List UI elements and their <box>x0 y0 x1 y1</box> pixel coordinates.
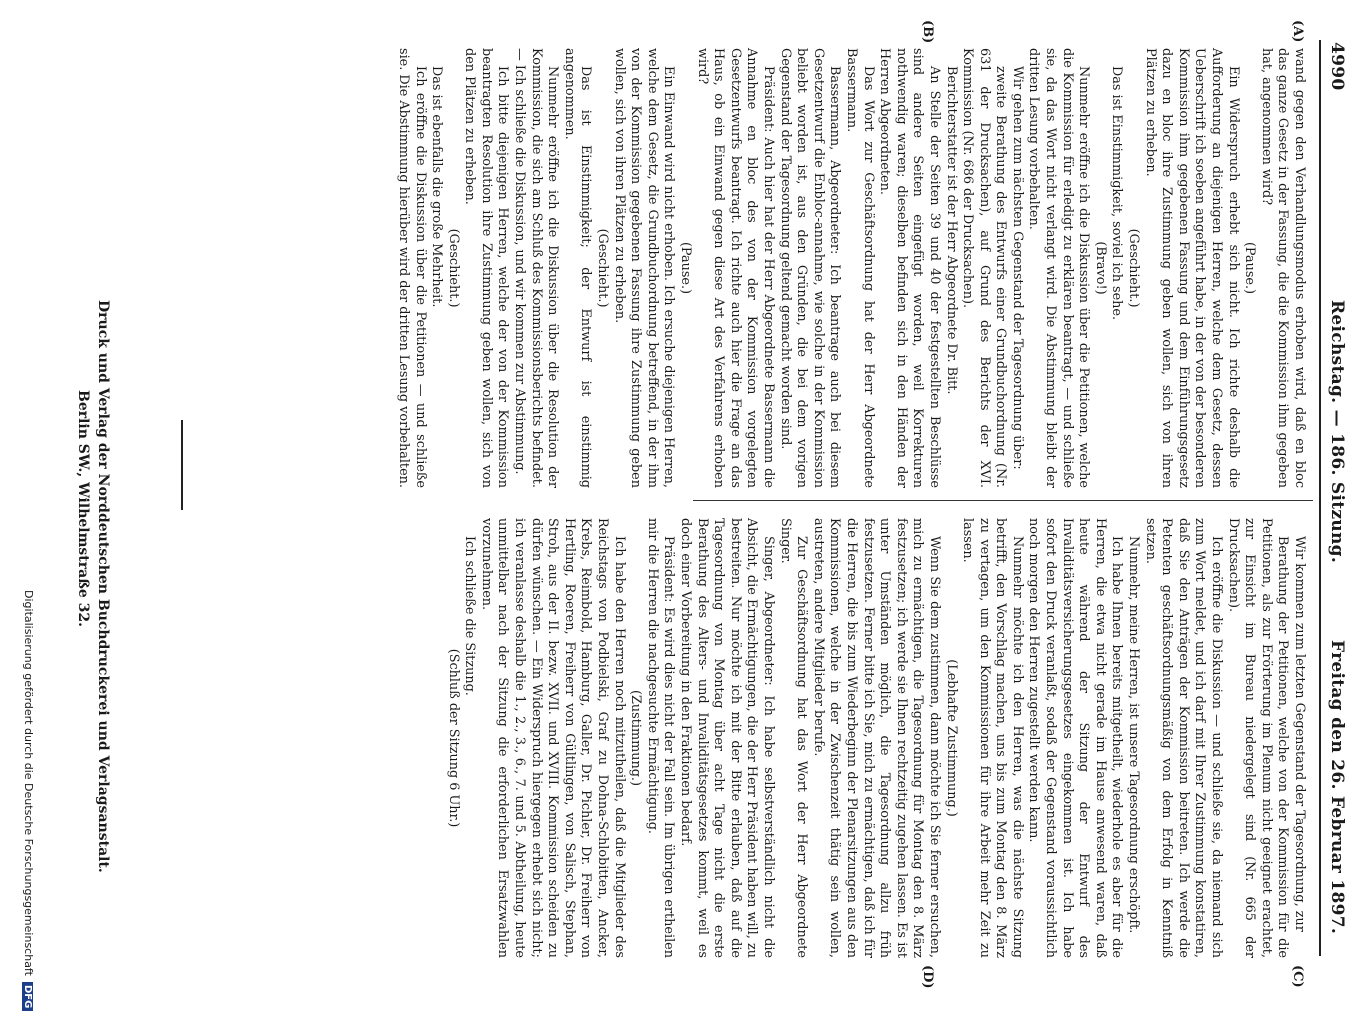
page-title: Reichstag. — 186. Sitzung. <box>1327 300 1347 564</box>
margin-marker-b: (B) <box>920 20 935 44</box>
paragraph: Das ist Einstimmigkeit; der Entwurf ist einstimmig angenommen. <box>561 48 594 488</box>
left-column <box>394 48 1307 488</box>
paragraph: Das ist ebenfalls die große Mehrheit. <box>429 66 445 308</box>
paragraph: Ich bitte diejenigen Herren, welche der von der Kommission beantragten Resolution ihre Zustimmung geben wollen, sich von den Plätzen zu erheben. <box>462 48 511 488</box>
paragraph: Nunmehr möchte ich den Herren, was die nächste Sitzung betrifft, den Vorschlag machen, uns bis zum Montag den 8. März zu vertagen, um den Kommissionen für ihre Arbeit mehr Zeit zu lassen. <box>960 518 1025 958</box>
speech: Präsident: Es wird dies nicht der Fall sein. Im übrigen ertheilen mir die Herren die nachgesuchte Ermächtigung. <box>644 518 677 958</box>
paragraph: Wenn Sie dem zustimmen, dann möchte ich Sie ferner ersuchen, mich zu ermächtigen, die Tagesordnung für Montag den 8. März festzusetzen; ich werde sie Ihnen rechtzeitig zugehen lassen. Es ist unter Umständen möglich, die Tagesordnung allzu früh festzusetzen. Ferner bitte ich Sie, mich zu ermächtigen, daß ich für die Herren, die bis zum Wiederbeginn der Plenarsitzungen aus den Kommissionen, welche in der Zwischenzeit thätig sein wollen, austreten, andere Mitglieder berufe. <box>810 518 942 958</box>
digitization-credit: Digitalisierung gefördert durch die Deutsche Forschungsgemeinschaft <box>22 590 35 976</box>
header-rule <box>1319 40 1321 956</box>
stage-direction: (Geschieht.) <box>445 228 461 308</box>
column-divider <box>693 500 1313 501</box>
paragraph: Das Wort zur Geschäftsordnung hat der Herr Abgeordnete Bassermann. <box>843 48 876 488</box>
closing-note: (Schluß der Sitzung 6 Uhr.) <box>445 648 461 828</box>
dfg-logo: DFG <box>22 982 33 1011</box>
page-number: 4990 <box>1327 42 1347 91</box>
paragraph: Ein Widerspruch erhebt sich nicht. Ich richte deshalb die Aufforderung an diejenigen Herren, welche dem Gesetz, dessen Ueberschrift ich soeben angeführt habe, in der von der besonderen Kommission ihm gegebenen Fassung und dem Einführungsgesetz dazu en bloc ihre Zustimmung geben wollen, sich von ihren Plätzen zu erheben. <box>1142 48 1241 488</box>
paragraph: wand gegen den Verhandlungsmodus erhoben wird, daß en bloc das ganze Gesetz in der Fassung, die die Kommission ihm gegeben hat, angenommen wird? <box>1258 48 1307 488</box>
paragraph: Nunmehr eröffne ich die Diskussion über die Petitionen, welche die Kommission für erledigt zu erklären beantragt, — und schließe sie, da das Wort nicht verlangt wird. Die Abstimmung bleibt der dritten Lesung vorbehalten. <box>1026 48 1092 488</box>
stage-direction: (Bravo!) <box>1092 241 1108 295</box>
paragraph: Ich habe den Herren noch mitzutheilen, daß die Mitglieder des Reichstags von Podbielski, Graf zu Dohna-Schlobitten, Ancker, Krebs, Reimbold, Hamburg, Galler, Dr. Pichler, Dr. Freiherr von Hertling, Roeren, Freiherr von Gültlingen, von Salisch, Stephan, Stroh, aus der II. bezw. XVII. und XVIII. Kommission scheiden zu dürfen wünschen. — Ein Widerspruch hiergegen erhebt sich nicht; ich veranlasse deshalb die 1., 2., 3., 6., 7. und 5. Abtheilung, heute unmittelbar nach der Sitzung die erforderlichen Ersatzwahlen vorzunehmen. <box>478 518 627 958</box>
paragraph: Nunmehr eröffne ich die Diskussion über die Resolution der Kommission, die sich am Schluß des Kommissionsberichts befindet. — Ich schließe die Diskussion, und wir kommen zur Abstimmung. <box>512 48 561 488</box>
speech: Präsident: Auch hier hat der Herr Abgeordnete Bassermann die Annahme en bloc des von der Kommission vorgelegten Gesetzentwurfs beantragt. Ich richte auch hier die Frage an das Haus, ob ein Einwand gegen diese Art des Verfahrens erhoben wird? <box>694 48 776 488</box>
stage-direction: (Zustimmung.) <box>628 690 644 786</box>
paragraph: Das ist Einstimmigkeit, soviel ich sehe. <box>1109 66 1125 321</box>
paragraph: Ich eröffne die Diskussion — und schließe sie, da niemand sich zum Wort meldet, und ich darf mit Ihrer Zustimmung konstatiren, daß Sie den Anträgen der Kommission beitreten. Ich werde die Petenten geschäftsordnungsmäßig von dem Erfolg in Kenntniß setzen. <box>1142 518 1225 958</box>
margin-marker-c: (C) <box>1290 965 1305 988</box>
paragraph: Wir gehen zum nächsten Gegenstand der Tagesordnung über: <box>1009 66 1025 470</box>
paragraph: Ein Einwand wird nicht erhoben. Ich ersuche diejenigen Herren, welche dem Gesetz, die Grundbuchordnung betreffend, in der ihm von der Kommission gegebenen Fassung ihre Zustimmung geben wollen, sich von ihren Plätzen zu erheben. <box>611 48 677 488</box>
margin-marker-a: (A) <box>1290 20 1305 43</box>
stage-direction: (Geschieht.) <box>595 228 611 308</box>
paragraph: Nunmehr, meine Herren, ist unsere Tagesordnung erschöpft. <box>1126 536 1142 934</box>
margin-marker-d: (D) <box>920 965 935 989</box>
paragraph: Wir kommen zum letzten Gegenstand der Tagesordnung, zur <box>1292 536 1307 932</box>
paragraph: Ich eröffne die Diskussion über die Petitionen — und schließe sie. Die Abstimmung hierüber wird der dritten Lesung vorbehalten. <box>395 48 428 488</box>
imprint-address: Berlin SW., Wilhelmstraße 32. <box>75 390 91 627</box>
paragraph: Ich schließe die Sitzung. <box>462 536 478 696</box>
end-rule <box>181 420 183 510</box>
speech: Singer, Abgeordneter: Ich habe selbstverständlich nicht die Absicht, die Ermächtigungen, die der Herr Präsident haben will, zu bestreiten. Nur möchte ich mit der Bitte erlauben, daß auf die Tagesordnung von Montag über acht Tage nicht die erste Berathung des Alters- und Invaliditätsgesetzes kommt, weil es doch einer Vorbereitung in den Fraktionen bedarf. <box>678 518 776 958</box>
stage-direction: (Pause.) <box>678 241 694 295</box>
speech: Bassermann, Abgeordneter: Ich beantrage auch bei diesem Gesetzentwurf die Enbloc-annahme, wie solche in der Kommission beliebt worden ist, aus den Gründen, die bei dem vorigen Gegenstand der Tagesordnung geltend gemacht worden sind. <box>777 48 843 488</box>
stage-direction: (Geschieht.) <box>1126 228 1142 308</box>
agenda-item: zweite Berathung des Entwurfs einer Grundbuchordnung (Nr. 631 der Drucksachen), auf Grund des Berichts der XVI. Kommission (Nr. 686 der Drucksachen). <box>960 48 1009 488</box>
paragraph: Ich habe Ihnen bereits mitgetheilt, wiederhole es aber für die Herren, die etwa nicht gerade im Hause anwesend waren, daß heute während der Sitzung der Entwurf des Invaliditätsversicherungsgesetzes eingekommen ist. Ich habe sofort den Druck veranlaßt, sodaß der Gegenstand voraussichtlich noch morgen den Herren zugestellt werden kann. <box>1026 518 1125 958</box>
agenda-item: Berathung der Petitionen, welche von der Kommission für die Petitionen, als zur Erörterung im Plenum nicht geeignet erachtet, zur Einsicht im Bureau niedergelegt sind (Nr. 665 der Drucksachen). <box>1225 518 1291 958</box>
imprint <box>73 300 113 1000</box>
paragraph: Berichterstatter ist der Herr Abgeordnete Dr. Bitt. <box>943 66 959 395</box>
imprint-line: Druck und Verlag der Norddeutschen Buchdruckerei und Verlagsanstalt. <box>95 300 111 873</box>
stage-direction: (Pause.) <box>1242 241 1258 295</box>
session-date: Freitag den 26. Februar 1897. <box>1327 640 1347 935</box>
paragraph: An Stelle der Seiten 39 und 40 der festgestellten Beschlüsse sind andere Seiten eingefügt worden, weil Korrekturen nothwendig waren; dieselben befinden sich in den Händen der Herren Abgeordneten. <box>877 48 942 488</box>
stage-direction: (Lebhafte Zustimmung.) <box>943 659 959 817</box>
digitization-stamp <box>22 590 35 1010</box>
right-column <box>444 518 1307 958</box>
paragraph: Zur Geschäftsordnung hat das Wort der Herr Abgeordnete Singer. <box>777 518 810 958</box>
